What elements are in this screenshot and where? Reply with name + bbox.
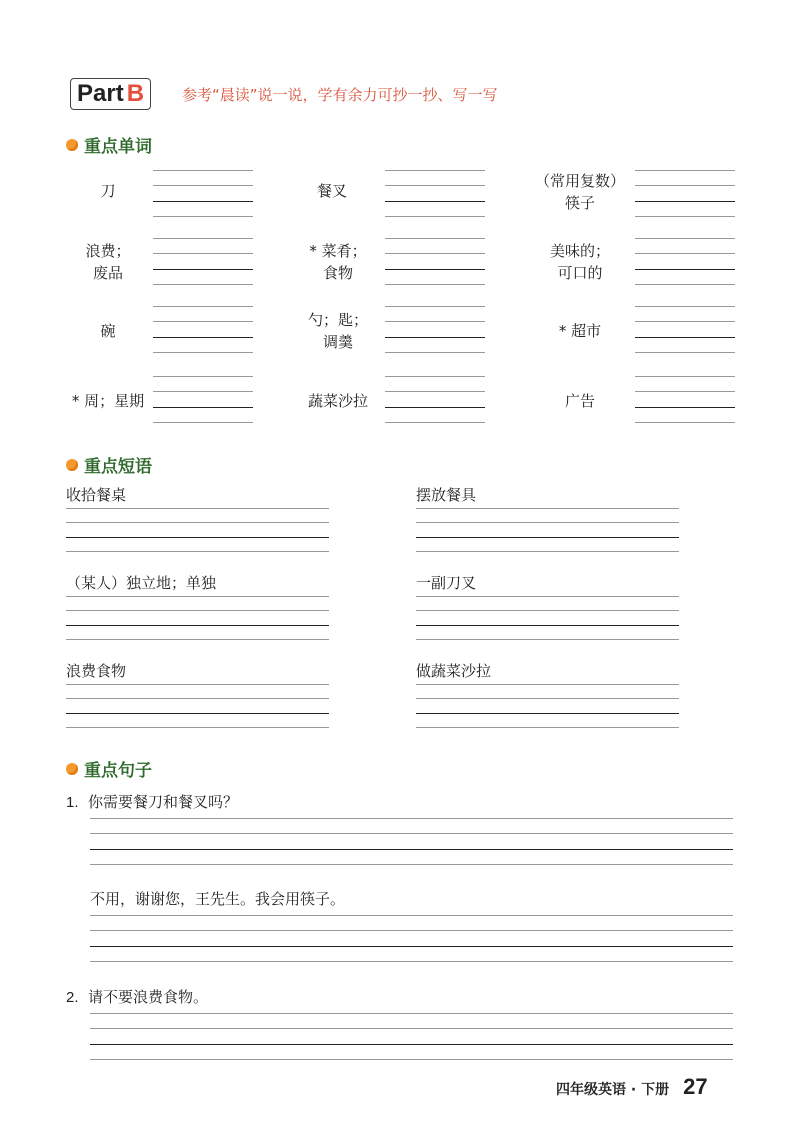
word-prompt: （常用复数） 筷子 bbox=[534, 172, 625, 212]
section-title: 重点句子 bbox=[84, 761, 152, 781]
word-prompt: 浪费； 废品 bbox=[85, 242, 131, 282]
part-instruction: 参考“晨读”说一说，学有余力可抄一抄、写一写 bbox=[182, 86, 498, 104]
phrase-prompt: （某人）独立地；单独 bbox=[66, 574, 217, 592]
word-prompt: 勺；匙； 调羹 bbox=[307, 311, 368, 351]
part-letter: B bbox=[126, 80, 145, 107]
word-prompt: 餐叉 bbox=[316, 182, 347, 200]
page-number: 27 bbox=[683, 1074, 708, 1099]
section-sentences-header bbox=[66, 756, 152, 781]
sentence-prompt bbox=[90, 888, 345, 909]
book-title: 四年级英语 · 下册 bbox=[556, 1082, 670, 1098]
section-phrases-header bbox=[66, 452, 152, 477]
phrase-prompt: 摆放餐具 bbox=[416, 486, 477, 504]
sentence-prompt bbox=[66, 986, 208, 1007]
page-footer bbox=[556, 1074, 708, 1100]
word-prompt: * 周；星期 bbox=[71, 392, 145, 410]
part-word: Part bbox=[77, 80, 124, 107]
phrase-prompt: 做蔬菜沙拉 bbox=[416, 662, 492, 680]
sentence-text: 不用，谢谢您，王先生。我会用筷子。 bbox=[90, 890, 346, 908]
phrase-prompt: 一副刀叉 bbox=[416, 574, 477, 592]
sentence-number: 2. bbox=[66, 989, 79, 1006]
part-badge bbox=[70, 78, 151, 110]
word-prompt: 蔬菜沙拉 bbox=[307, 392, 368, 410]
phrase-prompt: 浪费食物 bbox=[66, 662, 127, 680]
bullet-dot-icon bbox=[66, 459, 78, 471]
section-title: 重点单词 bbox=[84, 137, 152, 157]
word-prompt: 碗 bbox=[100, 322, 116, 340]
bullet-dot-icon bbox=[66, 763, 78, 775]
word-prompt: 广告 bbox=[564, 392, 595, 410]
sentence-text: 你需要餐刀和餐叉吗？ bbox=[88, 793, 239, 811]
phrase-prompt: 收拾餐桌 bbox=[66, 486, 127, 504]
word-prompt: 刀 bbox=[100, 182, 116, 200]
sentence-prompt bbox=[66, 791, 238, 812]
word-prompt: * 菜肴； 食物 bbox=[309, 242, 367, 282]
sentence-text: 请不要浪费食物。 bbox=[88, 988, 209, 1006]
sentence-number: 1. bbox=[66, 794, 79, 811]
bullet-dot-icon bbox=[66, 139, 78, 151]
section-words-header bbox=[66, 132, 152, 157]
section-title: 重点短语 bbox=[84, 457, 152, 477]
word-prompt: * 超市 bbox=[558, 322, 602, 340]
word-prompt: 美味的； 可口的 bbox=[549, 242, 610, 282]
